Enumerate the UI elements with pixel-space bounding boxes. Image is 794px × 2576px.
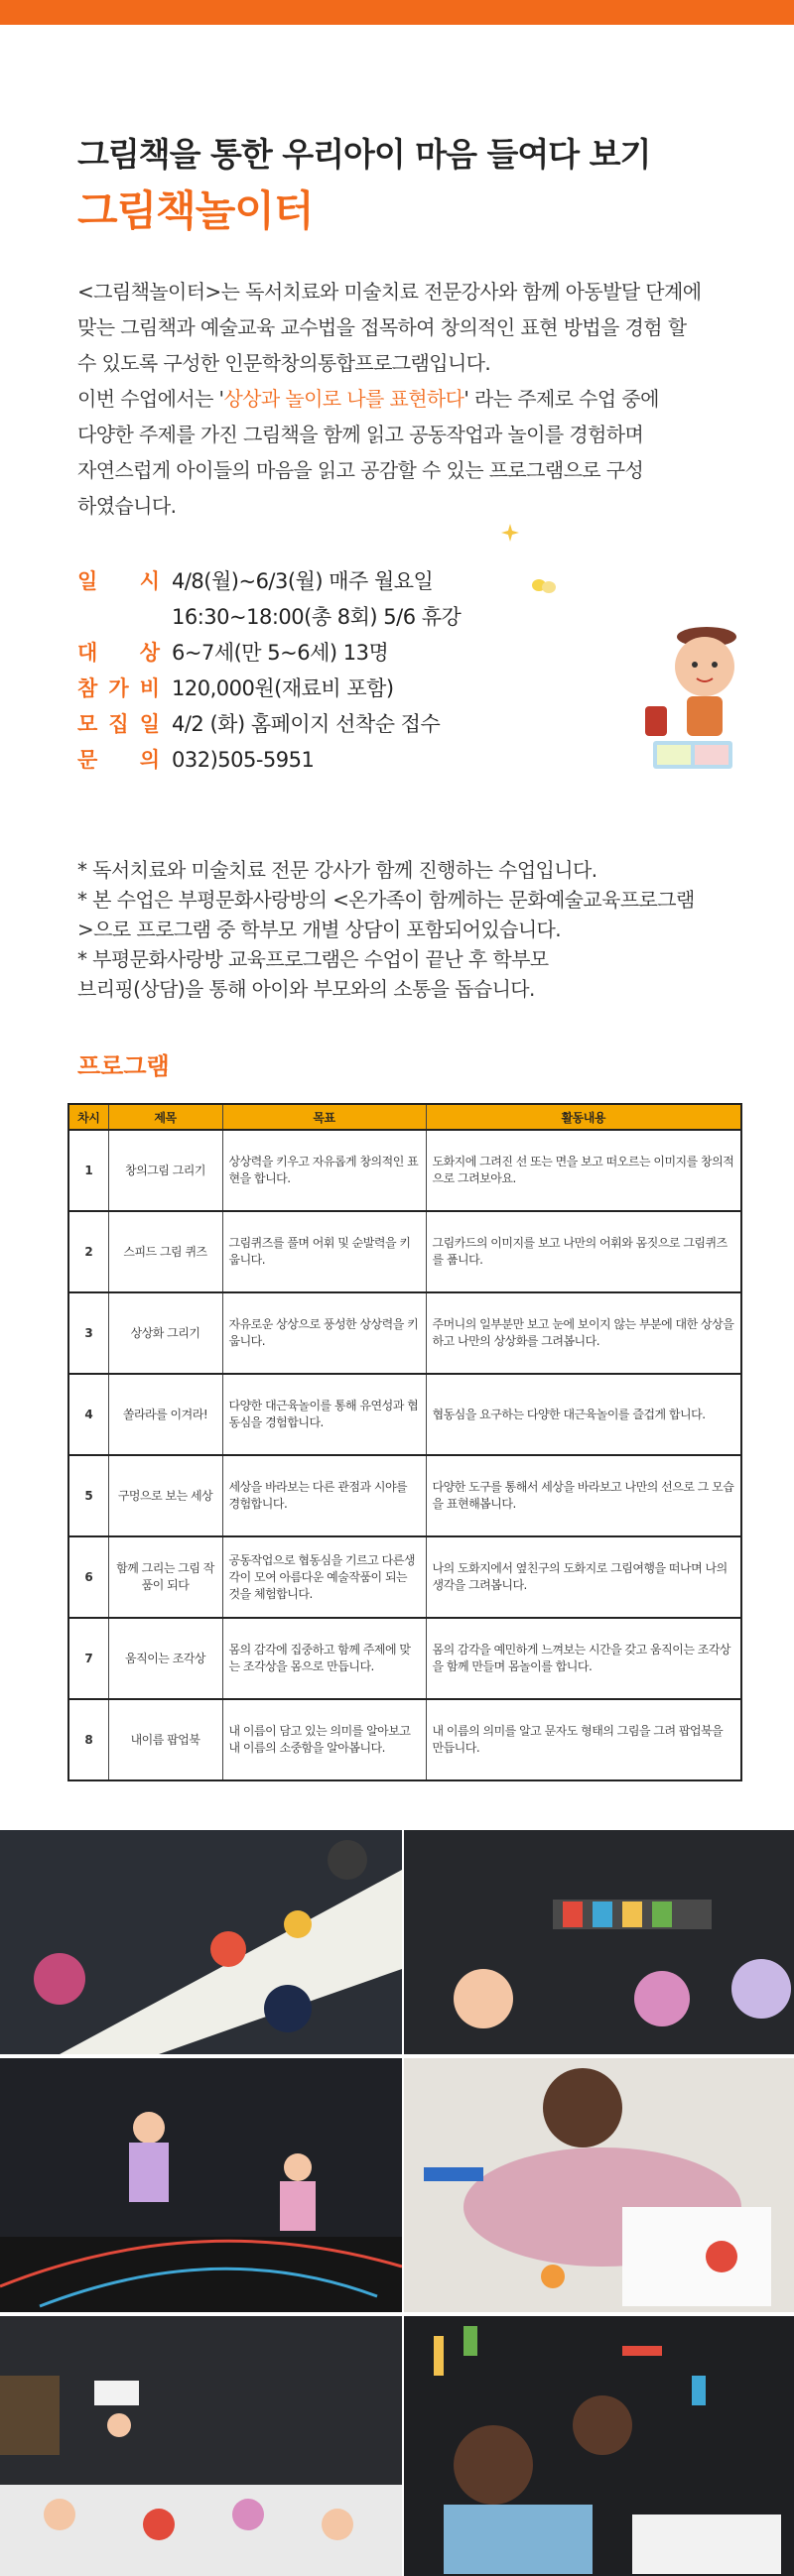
intro-text (77, 274, 732, 524)
info-recruit (77, 706, 461, 742)
intro-line: 맞는 그림책과 예술교육 교수법을 접목하여 창의적인 표현 방법을 경험 할 (77, 315, 687, 339)
row-title: 상상화 그리기 (108, 1292, 222, 1374)
info-label (77, 671, 172, 706)
table-row (68, 1618, 741, 1699)
table-row (68, 1536, 741, 1618)
row-goal: 다양한 대근육놀이를 통해 유연성과 협동심을 경험합니다. (222, 1374, 426, 1455)
label-char: 대 (77, 641, 98, 665)
page-subtitle: 그림책을 통한 우리아이 마음 들여다 보기 (77, 135, 651, 174)
row-no: 8 (68, 1699, 108, 1780)
row-activity: 도화지에 그려진 선 또는 면을 보고 떠오르는 이미지를 창의적으로 그려보아요. (426, 1130, 741, 1211)
row-title: 창의그림 그리기 (108, 1130, 222, 1211)
note-line: * 본 수업은 부평문화사랑방의 <온가족이 함께하는 문화예술교육프로그램 (77, 888, 695, 912)
intro-line (77, 381, 732, 417)
info-value: 6~7세(만 5~6세) 13명 (172, 641, 389, 665)
header-no: 차시 (68, 1104, 108, 1130)
table-row (68, 1455, 741, 1536)
row-goal: 자유로운 상상으로 풍성한 상상력을 키웁니다. (222, 1292, 426, 1374)
label-char: 모 (77, 712, 98, 736)
photo-painting-scroll (0, 1830, 402, 2054)
row-activity: 내 이름의 의미를 알고 문자도 형태의 그림을 그려 팝업북을 만듭니다. (426, 1699, 741, 1780)
row-activity: 그림카드의 이미지를 보고 나만의 어휘와 몸짓으로 그림퀴즈를 풉니다. (426, 1211, 741, 1292)
label-char: 비 (139, 676, 160, 700)
row-activity: 몸의 감각을 예민하게 느껴보는 시간을 갖고 움직이는 조각상을 함께 만들며 몸놀이를 합니다. (426, 1618, 741, 1699)
info-fee (77, 671, 461, 706)
info-value: 4/2 (화) 홈페이지 선착순 접수 (172, 712, 441, 736)
row-no: 3 (68, 1292, 108, 1374)
label-char: 상 (139, 641, 160, 665)
label-char: 문 (77, 748, 98, 772)
row-title: 함께 그리는 그림 작품이 되다 (108, 1536, 222, 1618)
table-row (68, 1130, 741, 1211)
row-no: 6 (68, 1536, 108, 1618)
top-accent-bar (0, 0, 794, 25)
row-no: 2 (68, 1211, 108, 1292)
row-no: 1 (68, 1130, 108, 1211)
photo-gallery (0, 1830, 794, 2576)
row-title: 스피드 그림 퀴즈 (108, 1211, 222, 1292)
table-row (68, 1374, 741, 1455)
info-value: 032)505-5951 (172, 748, 315, 772)
row-goal: 공동작업으로 협동심을 기르고 다른생각이 모여 아름다운 예술작품이 되는 것을 체험합니다. (222, 1536, 426, 1618)
label-char: 집 (108, 712, 129, 736)
photo-group-class (0, 2316, 402, 2576)
row-goal: 세상을 바라보는 다른 관점과 시야를 경험합니다. (222, 1455, 426, 1536)
header-goal: 목표 (222, 1104, 426, 1130)
intro-line: 수 있도록 구성한 인문학창의통합프로그램입니다. (77, 351, 491, 375)
sparkle-icon (501, 524, 519, 542)
program-table (67, 1103, 742, 1781)
info-label (77, 742, 172, 778)
intro-line: 다양한 주제를 가진 그림책을 함께 읽고 공동작업과 놀이를 경험하며 (77, 423, 644, 446)
label-char: 의 (139, 748, 160, 772)
info-value: 16:30~18:00(총 8회) 5/6 휴강 (172, 605, 462, 629)
note-line: * 독서치료와 미술치료 전문 강사가 함께 진행하는 수업입니다. (77, 858, 597, 882)
info-value: 120,000원(재료비 포함) (172, 676, 394, 700)
table-row (68, 1211, 741, 1292)
info-contact (77, 742, 461, 778)
row-title: 내이름 팝업북 (108, 1699, 222, 1780)
row-goal: 내 이름이 담고 있는 의미를 알아보고 내 이름의 소중함을 알아봅니다. (222, 1699, 426, 1780)
photo-picture-cards (404, 1830, 794, 2054)
info-target (77, 635, 461, 671)
program-title: 프로그램 (77, 1052, 170, 1080)
row-goal: 그림퀴즈를 풀며 어휘 및 순발력을 키웁니다. (222, 1211, 426, 1292)
table-row (68, 1699, 741, 1780)
intro-theme-highlight: 상상과 놀이로 나를 표현하다 (223, 387, 464, 411)
photo-child-drawing (404, 2058, 794, 2312)
header-title: 제목 (108, 1104, 222, 1130)
info-label (77, 635, 172, 671)
note-line: >으로 프로그램 중 학부모 개별 상담이 포함되어있습니다. (77, 918, 562, 941)
page-title: 그림책놀이터 (77, 186, 314, 235)
row-activity: 협동심을 요구하는 다양한 대근육놀이를 즐겁게 합니다. (426, 1374, 741, 1455)
note-line: * 부평문화사랑방 교육프로그램은 수업이 끝난 후 학부모 (77, 947, 549, 971)
intro-line: <그림책놀이터>는 독서치료와 미술치료 전문강사와 함께 아동발달 단계에 (77, 280, 702, 304)
row-activity: 다양한 도구를 통해서 세상을 바라보고 나만의 선으로 그 모습을 표현해봅니다. (426, 1455, 741, 1536)
info-label (77, 563, 172, 599)
label-char: 참 (77, 676, 98, 700)
child-reading-illustration (635, 617, 754, 786)
butterfly-icon (531, 577, 557, 599)
label-char: 시 (139, 569, 160, 593)
info-schedule-time (77, 599, 461, 635)
row-title: 구멍으로 보는 세상 (108, 1455, 222, 1536)
row-no: 4 (68, 1374, 108, 1455)
note-line: 브리핑(상담)을 통해 아이와 부모와의 소통을 돕습니다. (77, 977, 535, 1001)
row-activity: 나의 도화지에서 옆친구의 도화지로 그림여행을 떠나며 나의 생각을 그려봅니다. (426, 1536, 741, 1618)
row-no: 7 (68, 1618, 108, 1699)
row-activity: 주머니의 일부분만 보고 눈에 보이지 않는 부분에 대한 상상을 하고 나만의 상상화를 그려봅니다. (426, 1292, 741, 1374)
notes-list (77, 855, 752, 1004)
header-activity: 활동내용 (426, 1104, 741, 1130)
table-header-row (68, 1104, 741, 1130)
program-table-body (68, 1130, 741, 1780)
label-char: 가 (108, 676, 129, 700)
row-goal: 상상력을 키우고 자유롭게 창의적인 표현을 합니다. (222, 1130, 426, 1211)
label-char: 일 (77, 569, 98, 593)
row-title: 쏠라라를 이겨라! (108, 1374, 222, 1455)
info-label (77, 706, 172, 742)
row-no: 5 (68, 1455, 108, 1536)
info-schedule (77, 563, 461, 599)
intro-line: 하였습니다. (77, 494, 177, 518)
photo-movement-play (0, 2058, 402, 2312)
label-char: 일 (139, 712, 160, 736)
row-goal: 몸의 감각에 집중하고 함께 주제에 맞는 조각상을 몸으로 만듭니다. (222, 1618, 426, 1699)
row-title: 움직이는 조각상 (108, 1618, 222, 1699)
info-value: 4/8(월)~6/3(월) 매주 월요일 (172, 569, 434, 593)
intro-line: 자연스럽게 아이들의 마음을 읽고 공감할 수 있는 프로그램으로 구성 (77, 458, 644, 482)
info-list (77, 563, 461, 778)
intro-line-pre: 이번 수업에서는 ' (77, 387, 224, 411)
table-row (68, 1292, 741, 1374)
photo-popup-book (404, 2316, 794, 2576)
intro-line-post: ' 라는 주제로 수업 중에 (463, 387, 659, 411)
